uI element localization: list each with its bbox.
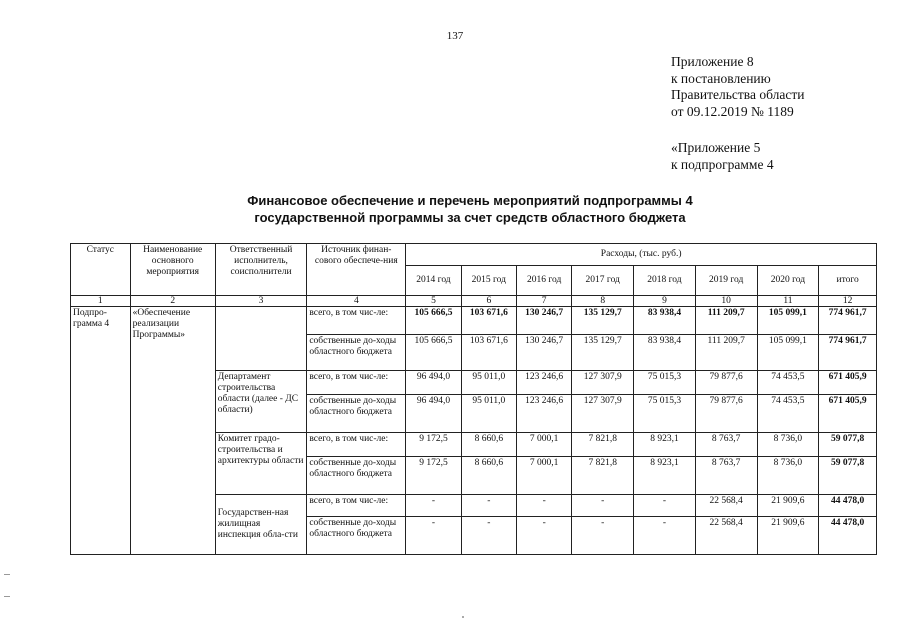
total-cell: 774 961,7	[819, 335, 877, 371]
value-cell: -	[406, 495, 461, 517]
value-cell: 8 763,7	[695, 433, 757, 457]
column-number: 4	[307, 296, 406, 307]
value-cell: 111 209,7	[695, 335, 757, 371]
source-cell: собственные до-ходы областного бюджета	[307, 335, 406, 371]
value-cell: -	[634, 495, 696, 517]
column-number: 5	[406, 296, 461, 307]
responsible-cell: Государствен-ная жилищная инспекция обла-сти	[215, 495, 307, 555]
financing-table	[70, 243, 877, 555]
value-cell: -	[461, 517, 516, 555]
header-expenses: Расходы, (тыс. руб.)	[406, 244, 877, 266]
column-number: 3	[215, 296, 307, 307]
value-cell: -	[517, 495, 572, 517]
header-responsible: Ответственный исполнитель, соисполнители	[215, 244, 307, 296]
value-cell: 8 660,6	[461, 457, 516, 495]
value-cell: -	[634, 517, 696, 555]
header-measure: Наименование основного мероприятия	[130, 244, 215, 296]
value-cell: 127 307,9	[572, 371, 634, 395]
column-number: 11	[757, 296, 819, 307]
total-cell: 671 405,9	[819, 371, 877, 395]
page-number: 137	[446, 30, 464, 42]
value-cell: -	[572, 495, 634, 517]
header-status: Статус	[71, 244, 131, 296]
value-cell: 96 494,0	[406, 395, 461, 433]
value-cell: 7 821,8	[572, 457, 634, 495]
measure-cell: «Обеспечение реализации Программы»	[130, 307, 215, 555]
total-cell: 44 478,0	[819, 495, 877, 517]
column-numbers-row	[71, 296, 877, 307]
total-cell: 671 405,9	[819, 395, 877, 433]
scan-dot	[462, 616, 464, 618]
column-number: 10	[695, 296, 757, 307]
value-cell: 95 011,0	[461, 395, 516, 433]
source-cell: собственные до-ходы областного бюджета	[307, 517, 406, 555]
value-cell: 135 129,7	[572, 307, 634, 335]
total-cell: 59 077,8	[819, 457, 877, 495]
annex-line: к постановлению	[671, 70, 771, 86]
value-cell: -	[461, 495, 516, 517]
header-year: 2015 год	[461, 266, 516, 296]
value-cell: 74 453,5	[757, 395, 819, 433]
header-year: 2014 год	[406, 266, 461, 296]
value-cell: 79 877,6	[695, 395, 757, 433]
value-cell: 83 938,4	[634, 335, 696, 371]
margin-mark	[4, 596, 10, 597]
source-cell: собственные до-ходы областного бюджета	[307, 395, 406, 433]
total-cell: 44 478,0	[819, 517, 877, 555]
value-cell: 130 246,7	[517, 335, 572, 371]
value-cell: 127 307,9	[572, 395, 634, 433]
value-cell: 105 099,1	[757, 335, 819, 371]
value-cell: 96 494,0	[406, 371, 461, 395]
source-cell: всего, в том чис-ле:	[307, 433, 406, 457]
value-cell: 7 000,1	[517, 457, 572, 495]
responsible-cell	[215, 307, 307, 371]
value-cell: 123 246,6	[517, 395, 572, 433]
column-number: 6	[461, 296, 516, 307]
source-cell: всего, в том чис-ле:	[307, 307, 406, 335]
value-cell: 9 172,5	[406, 433, 461, 457]
header-year: 2018 год	[634, 266, 696, 296]
value-cell: 22 568,4	[695, 517, 757, 555]
responsible-cell: Департамент строительства области (далее - ДС области)	[215, 371, 307, 433]
table-row	[71, 307, 877, 335]
total-cell: 59 077,8	[819, 433, 877, 457]
value-cell: 79 877,6	[695, 371, 757, 395]
value-cell: 7 000,1	[517, 433, 572, 457]
value-cell: 8 923,1	[634, 433, 696, 457]
value-cell: 21 909,6	[757, 517, 819, 555]
column-number: 8	[572, 296, 634, 307]
header-year: 2017 год	[572, 266, 634, 296]
margin-mark	[4, 574, 10, 575]
source-cell: всего, в том чис-ле:	[307, 495, 406, 517]
value-cell: 22 568,4	[695, 495, 757, 517]
annex-sub-line: к подпрограмме 4	[671, 156, 774, 172]
responsible-cell: Комитет градо-строительства и архитектуры области	[215, 433, 307, 495]
value-cell: 105 666,5	[406, 335, 461, 371]
header-source: Источник финан-сового обеспече-ния	[307, 244, 406, 296]
value-cell: 105 666,5	[406, 307, 461, 335]
value-cell: 95 011,0	[461, 371, 516, 395]
title-line: государственной программы за счет средств областного бюджета	[254, 210, 686, 225]
value-cell: 8 660,6	[461, 433, 516, 457]
header-total: итого	[819, 266, 877, 296]
value-cell: 8 923,1	[634, 457, 696, 495]
value-cell: 103 671,6	[461, 307, 516, 335]
status-cell: Подпро-грамма 4	[71, 307, 131, 555]
column-number: 12	[819, 296, 877, 307]
value-cell: 9 172,5	[406, 457, 461, 495]
source-cell: всего, в том чис-ле:	[307, 371, 406, 395]
annex-line: от 09.12.2019 № 1189	[671, 103, 794, 119]
value-cell: -	[406, 517, 461, 555]
value-cell: 103 671,6	[461, 335, 516, 371]
value-cell: 8 736,0	[757, 457, 819, 495]
annex-sub-block	[671, 140, 774, 173]
annex-line: Правительства области	[671, 87, 805, 102]
column-number: 7	[517, 296, 572, 307]
value-cell: 123 246,6	[517, 371, 572, 395]
value-cell: 83 938,4	[634, 307, 696, 335]
value-cell: -	[572, 517, 634, 555]
column-number: 2	[130, 296, 215, 307]
value-cell: 75 015,3	[634, 371, 696, 395]
value-cell: 130 246,7	[517, 307, 572, 335]
annex-sub-line: «Приложение 5	[671, 140, 761, 155]
document-title	[180, 192, 760, 226]
value-cell: 105 099,1	[757, 307, 819, 335]
annex-block	[671, 54, 804, 120]
value-cell: 21 909,6	[757, 495, 819, 517]
header-year: 2016 год	[517, 266, 572, 296]
column-number: 1	[71, 296, 131, 307]
value-cell: -	[517, 517, 572, 555]
column-number: 9	[634, 296, 696, 307]
annex-line: Приложение 8	[671, 54, 754, 69]
value-cell: 74 453,5	[757, 371, 819, 395]
value-cell: 7 821,8	[572, 433, 634, 457]
source-cell: собственные до-ходы областного бюджета	[307, 457, 406, 495]
value-cell: 75 015,3	[634, 395, 696, 433]
header-year: 2019 год	[695, 266, 757, 296]
total-cell: 774 961,7	[819, 307, 877, 335]
value-cell: 135 129,7	[572, 335, 634, 371]
value-cell: 8 736,0	[757, 433, 819, 457]
value-cell: 8 763,7	[695, 457, 757, 495]
title-line: Финансовое обеспечение и перечень мероприятий подпрограммы 4	[247, 193, 693, 208]
header-year: 2020 год	[757, 266, 819, 296]
value-cell: 111 209,7	[695, 307, 757, 335]
